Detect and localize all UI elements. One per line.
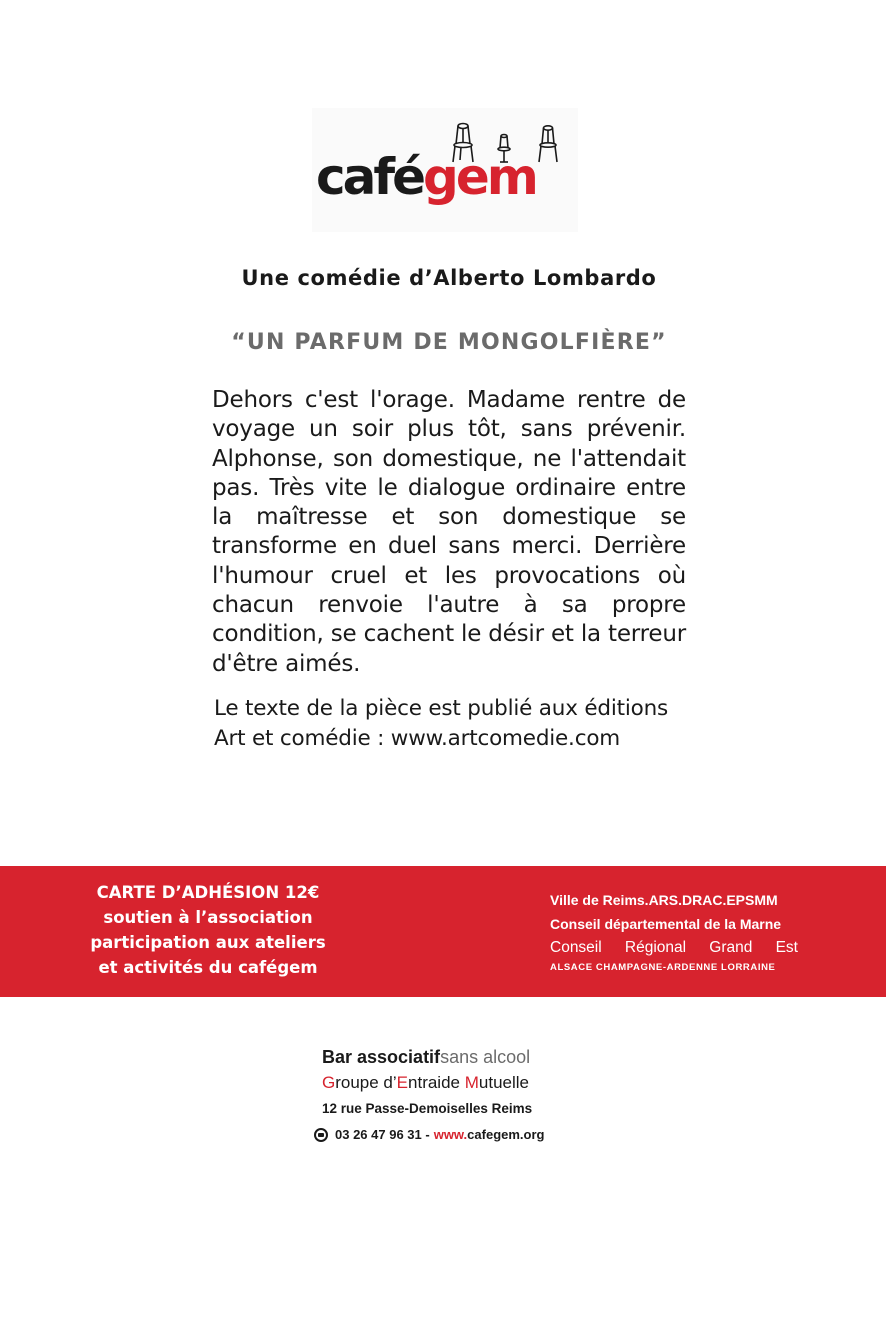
- publisher-note: [214, 694, 694, 754]
- partner-line: Conseil départemental de la Marne: [550, 916, 782, 932]
- bar-label-light: sans alcool: [440, 1047, 531, 1067]
- partners-list: [550, 888, 798, 976]
- membership-line: soutien à l’association: [103, 908, 313, 927]
- bar-label: [322, 1044, 602, 1070]
- website-link[interactable]: [434, 1122, 545, 1148]
- membership-line: et activités du cafégem: [98, 958, 318, 977]
- membership-line: participation aux ateliers: [90, 933, 326, 952]
- membership-card-info: [82, 880, 334, 980]
- publisher-line-2: Art et comédie : www.artcomedie.com: [214, 726, 621, 751]
- logo-wordmark: [316, 148, 536, 206]
- contact-line: [314, 1122, 602, 1148]
- play-title: “UN PARFUM DE MONGOLFIÈRE”: [231, 330, 667, 355]
- gem-text: ntraide: [408, 1073, 465, 1092]
- publisher-line-1: Le texte de la pièce est publié aux éditions: [214, 696, 668, 721]
- phone-number: 03 26 47 96 31 -: [335, 1127, 430, 1142]
- partner-line-regions: ALSACE CHAMPAGNE-ARDENNE LORRAINE: [550, 962, 776, 973]
- website-prefix: www.: [433, 1127, 468, 1142]
- gem-full-name: [322, 1070, 602, 1096]
- gem-initial: G: [322, 1073, 336, 1092]
- contact-footer: [322, 1044, 602, 1148]
- gem-text: roupe d’: [335, 1073, 397, 1092]
- website-domain: cafegem.org: [467, 1127, 545, 1142]
- logo-gem-text: gem: [423, 148, 536, 206]
- cafegem-logo: [312, 108, 578, 232]
- bar-label-bold: Bar associatif: [322, 1047, 441, 1067]
- partner-word: Est: [775, 939, 798, 956]
- partner-word: Régional: [624, 939, 687, 956]
- partner-word: Conseil: [550, 939, 602, 956]
- membership-line: CARTE D’ADHÉSION 12€: [96, 883, 320, 902]
- partner-word: Grand: [709, 939, 753, 956]
- play-byline: Une comédie d’Alberto Lombardo: [241, 266, 657, 290]
- gem-initial: E: [396, 1073, 409, 1092]
- phone-icon: [314, 1128, 328, 1142]
- logo-cafe-text: café: [316, 148, 424, 206]
- play-synopsis: Dehors c'est l'orage. Madame rentre de voyage un soir plus tôt, sans prévenir. Alphonse, son domestique, ne l'attendait pas. Très vite le dialogue ordinaire entre la maîtresse et son domestique se transforme en duel sans merci. Derrière l'humour cruel et les provocations où chacun renvoie l'autre à sa propre condition, se cachent le désir et la terreur d'être aimés.: [212, 387, 686, 677]
- address: 12 rue Passe-Demoiselles Reims: [322, 1101, 533, 1116]
- partner-line-region: [550, 936, 798, 960]
- gem-text: utuelle: [478, 1073, 529, 1092]
- gem-initial: M: [464, 1073, 479, 1092]
- info-band: [0, 866, 886, 997]
- partner-line: Ville de Reims.ARS.DRAC.EPSMM: [550, 892, 778, 908]
